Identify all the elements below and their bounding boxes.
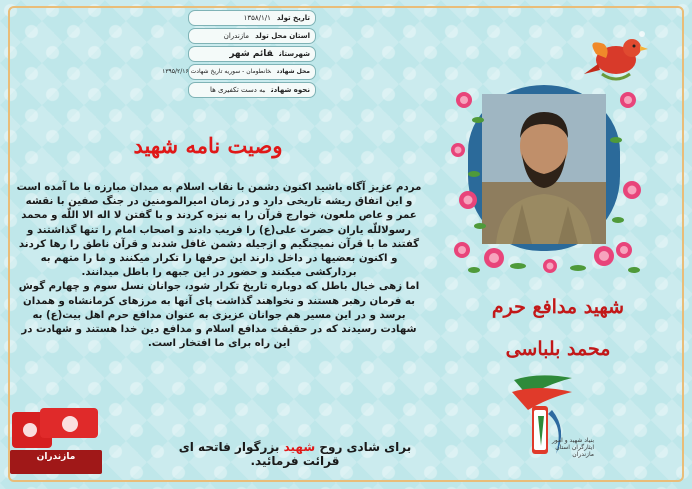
page-title: وصیت نامه شهید — [133, 133, 283, 158]
paragraph: اما زهی خیال باطل که دوباره تاریخ تکرار شود، جوانان نسل سوم و چهارم گوش به فرمان رهبر هستند و نخواهند گذاشت پای آنها به مرزهای کرمانشاه و همدان برسد و در این مسیر هم جوانان عزیزی به عنوان مدافع حرم اهل بیت(ع) به شهادت رسیدند که در حقیقت مدافع اسلام و مدافع دین خدا هستند و شهادت در این راه برای ما افتخار است. — [18, 281, 420, 350]
info-martyrdom-place: محل شهادتخانطومان - سوریه تاریخ شهادت ۱۳۹۵/۲/۱۶ — [188, 64, 316, 80]
info-birth-province: استان محل تولدمازندران — [188, 28, 316, 44]
testament-text — [14, 181, 424, 351]
info-birth-date: تاریخ تولد۱۳۵۸/۱/۱ — [188, 10, 316, 26]
martyr-name: محمد بلباسی — [505, 338, 611, 360]
stamp-icon — [10, 406, 102, 480]
paragraph: مردم عزیز آگاه باشید اکنون دشمن با نقاب اسلام به میدان مبارزه با ما آمده است و این اتفاق ریشه تاریخی دارد و در زمان امیرالمومنین در جنگ صفین با نقشه عمر و عاص ملعون، خوارج قرآن را به نیزه کردند و با گفتن لا اله الا اللّه و محمد رسولاللّه یاران حضرت علی(ع) را فریب دادند و اصحاب امام را تنها گذاشتند و گفتند ما با قرآن نمیجنگیم و ازجیله دشمن غافل شدند و قرآن ناطق را رها کردند و اکنون بعضیها در داخل دارند این حرفها را تکرار میکنند و ما را متهم به برداركشی میکنند و حضور در این جبهه را باطل میدانند. — [16, 182, 422, 279]
info-city: شهرستانقائم شهر — [188, 46, 316, 62]
closing-line: برای شادی روح شهید بزرگوار فاتحه ای قرائت فرمائید. — [178, 440, 412, 468]
info-martyrdom-manner: نحوه شهادتبه دست تکفیری ها — [188, 82, 316, 98]
bird-icon — [582, 24, 654, 88]
info-panel — [162, 10, 316, 100]
flower-icon — [474, 236, 624, 286]
martyr-title: شهید مدافع حرم — [491, 296, 625, 318]
stamp-label: مازندران — [36, 452, 76, 462]
foundation-logo-text: بنیاد شهید و امور ایثارگران استان مازندران — [551, 437, 594, 458]
